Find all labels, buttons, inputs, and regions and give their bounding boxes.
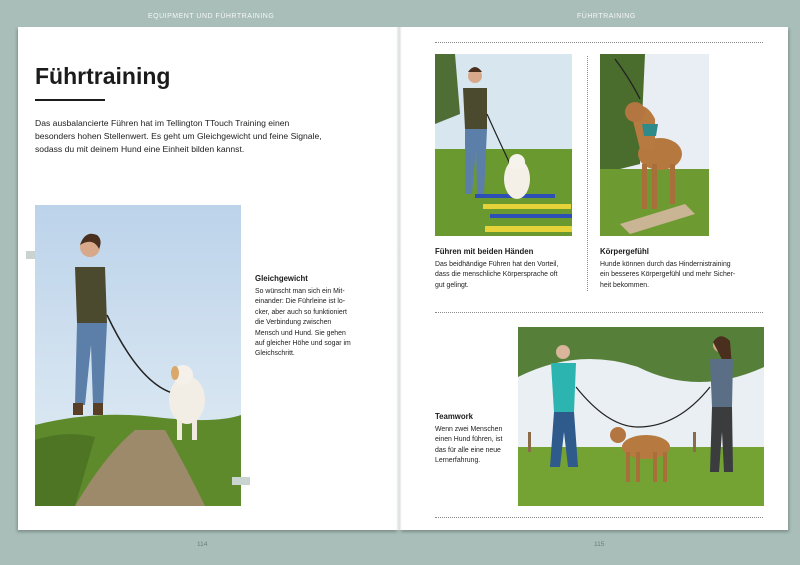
caption-heading-gleichgewicht: Gleichgewicht xyxy=(255,274,308,283)
caption-line: So wünscht man sich ein Mit- xyxy=(255,288,345,295)
photo-woman-walking-dog xyxy=(35,205,241,506)
right-running-head: FÜHRTRAINING xyxy=(577,13,636,20)
caption-heading-teamwork: Teamwork xyxy=(435,412,473,421)
caption-line: Das beidhändige Führen hat den Vorteil, xyxy=(435,261,559,268)
dotted-divider-middle xyxy=(435,312,763,313)
caption-line: gut gelingt. xyxy=(435,281,469,289)
caption-line: cker, aber auch so funktioniert xyxy=(255,308,347,316)
photo-teamwork xyxy=(518,327,764,506)
caption-line: Hunde können durch das Hindernistraining xyxy=(600,261,731,268)
page-number-left: 114 xyxy=(197,541,208,548)
photo-dog-on-board xyxy=(600,54,709,236)
caption-line: heit bekommen. xyxy=(600,281,650,289)
caption-heading-fuehren: Führen mit beiden Händen xyxy=(435,247,534,256)
caption-line: Mensch und Hund. Sie gehen xyxy=(255,329,346,337)
dotted-divider-top xyxy=(435,42,763,43)
dotted-divider-vertical xyxy=(587,56,588,291)
caption-line: Gleichschritt. xyxy=(255,350,295,358)
caption-text-koerpergefuehl xyxy=(600,260,735,291)
caption-line: die Verbindung zwischen xyxy=(255,319,332,327)
photo-tab-bottom xyxy=(232,477,250,485)
caption-text-teamwork xyxy=(435,425,502,467)
caption-line: Wenn zwei Menschen xyxy=(435,426,503,433)
left-running-head: EQUIPMENT UND FÜHRTRAINING xyxy=(148,13,275,20)
caption-line: auf gleicher Höhe und sogar im xyxy=(255,340,351,348)
caption-line: dass die menschliche Körpersprache oft xyxy=(435,271,558,279)
caption-line: ein besseres Körpergefühl und mehr Sicher- xyxy=(600,271,736,279)
caption-line: einen Hund führen, ist xyxy=(435,436,503,444)
dotted-divider-bottom xyxy=(435,517,763,518)
caption-text-gleichgewicht xyxy=(255,287,351,360)
caption-heading-koerpergefuehl: Körpergefühl xyxy=(600,247,649,256)
caption-line: das für alle eine neue xyxy=(435,446,501,454)
caption-line: Lernerfahrung. xyxy=(435,457,481,465)
photo-two-hand-leading xyxy=(435,54,572,236)
page-number-right: 115 xyxy=(594,541,605,548)
title-underline xyxy=(35,99,105,101)
caption-text-fuehren xyxy=(435,260,558,291)
book-spine xyxy=(396,27,402,530)
caption-line: einander: Die Führleine ist lo- xyxy=(255,298,346,306)
page-title: Führtraining xyxy=(35,63,171,89)
intro-text: Das ausbalancierte Führen hat im Tellington TTouch Training einen besonders hohen Stellenwert. Es geht um Gleichgewicht und feine Signale, sodass du mit deinem Hund eine Einheit bilden kannst. xyxy=(35,118,322,154)
